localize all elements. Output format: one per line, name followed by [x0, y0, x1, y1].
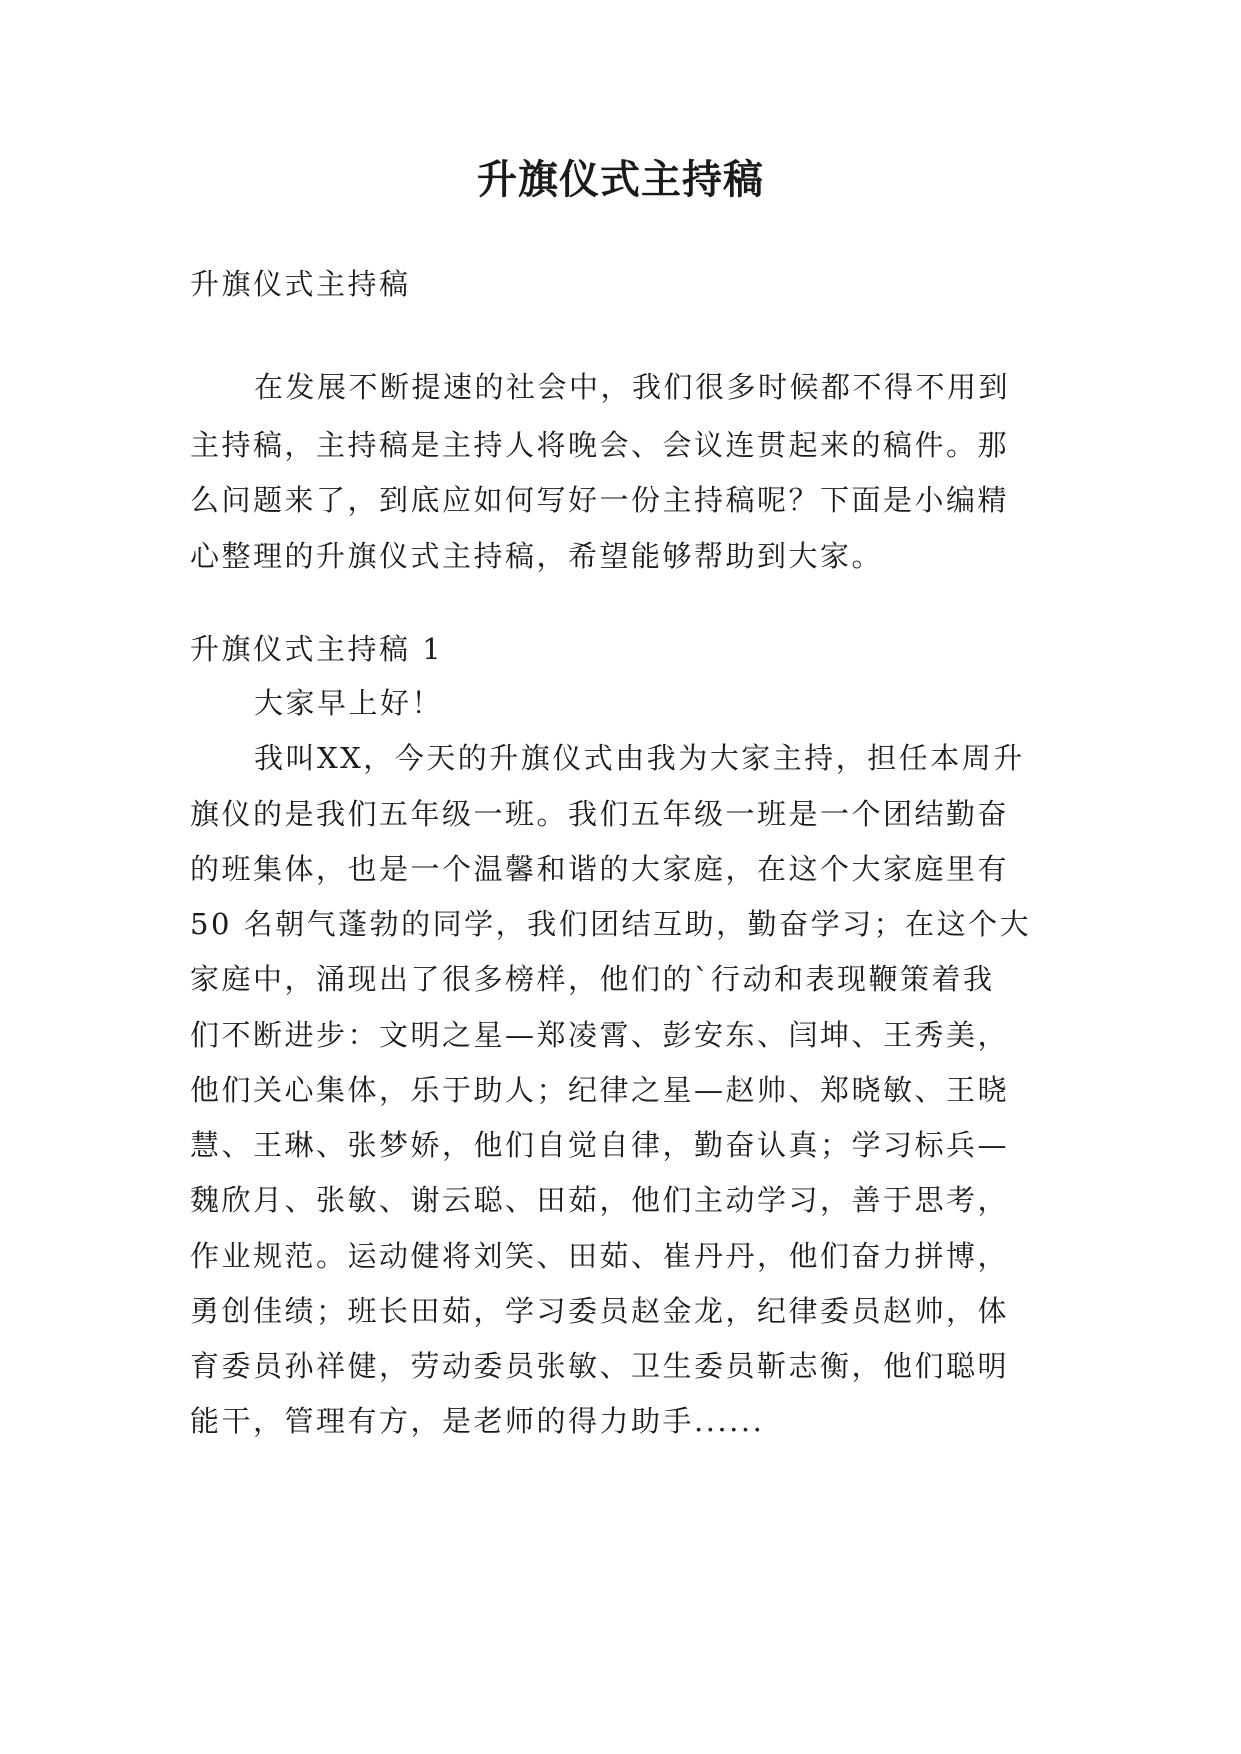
body-line: 勇创佳绩；班长田茹，学习委员赵金龙，纪律委员赵帅，体: [190, 1294, 1010, 1328]
document-title: 升旗仪式主持稿: [477, 156, 764, 203]
intro-line: 在发展不断提速的社会中，我们很多时候都不得不用到: [254, 370, 1011, 404]
intro-line: 么问题来了，到底应如何写好一份主持稿呢？下面是小编精: [190, 483, 1010, 517]
body-line: 50 名朝气蓬勃的同学，我们团结互助，勤奋学习；在这个大: [190, 907, 1032, 941]
body-line: 育委员孙祥健，劳动委员张敏、卫生委员靳志衡，他们聪明: [190, 1349, 1010, 1383]
body-line: 魏欣月、张敏、谢云聪、田茹，他们主动学习，善于思考，: [190, 1183, 1010, 1217]
body-line: 家庭中，涌现出了很多榜样，他们的`行动和表现鞭策着我: [190, 962, 995, 996]
intro-line: 心整理的升旗仪式主持稿，希望能够帮助到大家。: [190, 539, 884, 573]
document-subtitle: 升旗仪式主持稿: [190, 267, 411, 301]
body-line: 旗仪的是我们五年级一班。我们五年级一班是一个团结勤奋: [190, 797, 1010, 831]
intro-line: 主持稿，主持稿是主持人将晚会、会议连贯起来的稿件。那: [190, 428, 1010, 462]
greeting-line: 大家早上好！: [254, 686, 444, 720]
body-line: 我叫XX，今天的升旗仪式由我为大家主持，担任本周升: [254, 741, 1025, 775]
body-line: 他们关心集体，乐于助人；纪律之星—赵帅、郑晓敏、王晓: [190, 1073, 1010, 1107]
body-line: 们不断进步：文明之星—郑凌霄、彭安东、闫坤、王秀美，: [190, 1018, 1010, 1052]
body-line: 能干，管理有方，是老师的得力助手......: [190, 1404, 765, 1438]
body-line: 作业规范。运动健将刘笑、田茹、崔丹丹，他们奋力拼博，: [190, 1239, 1010, 1273]
body-line: 的班集体，也是一个温馨和谐的大家庭，在这个大家庭里有: [190, 852, 1010, 886]
body-line: 慧、王琳、张梦娇，他们自觉自律，勤奋认真；学习标兵—: [190, 1128, 1010, 1162]
section-heading: 升旗仪式主持稿 1: [190, 632, 444, 666]
